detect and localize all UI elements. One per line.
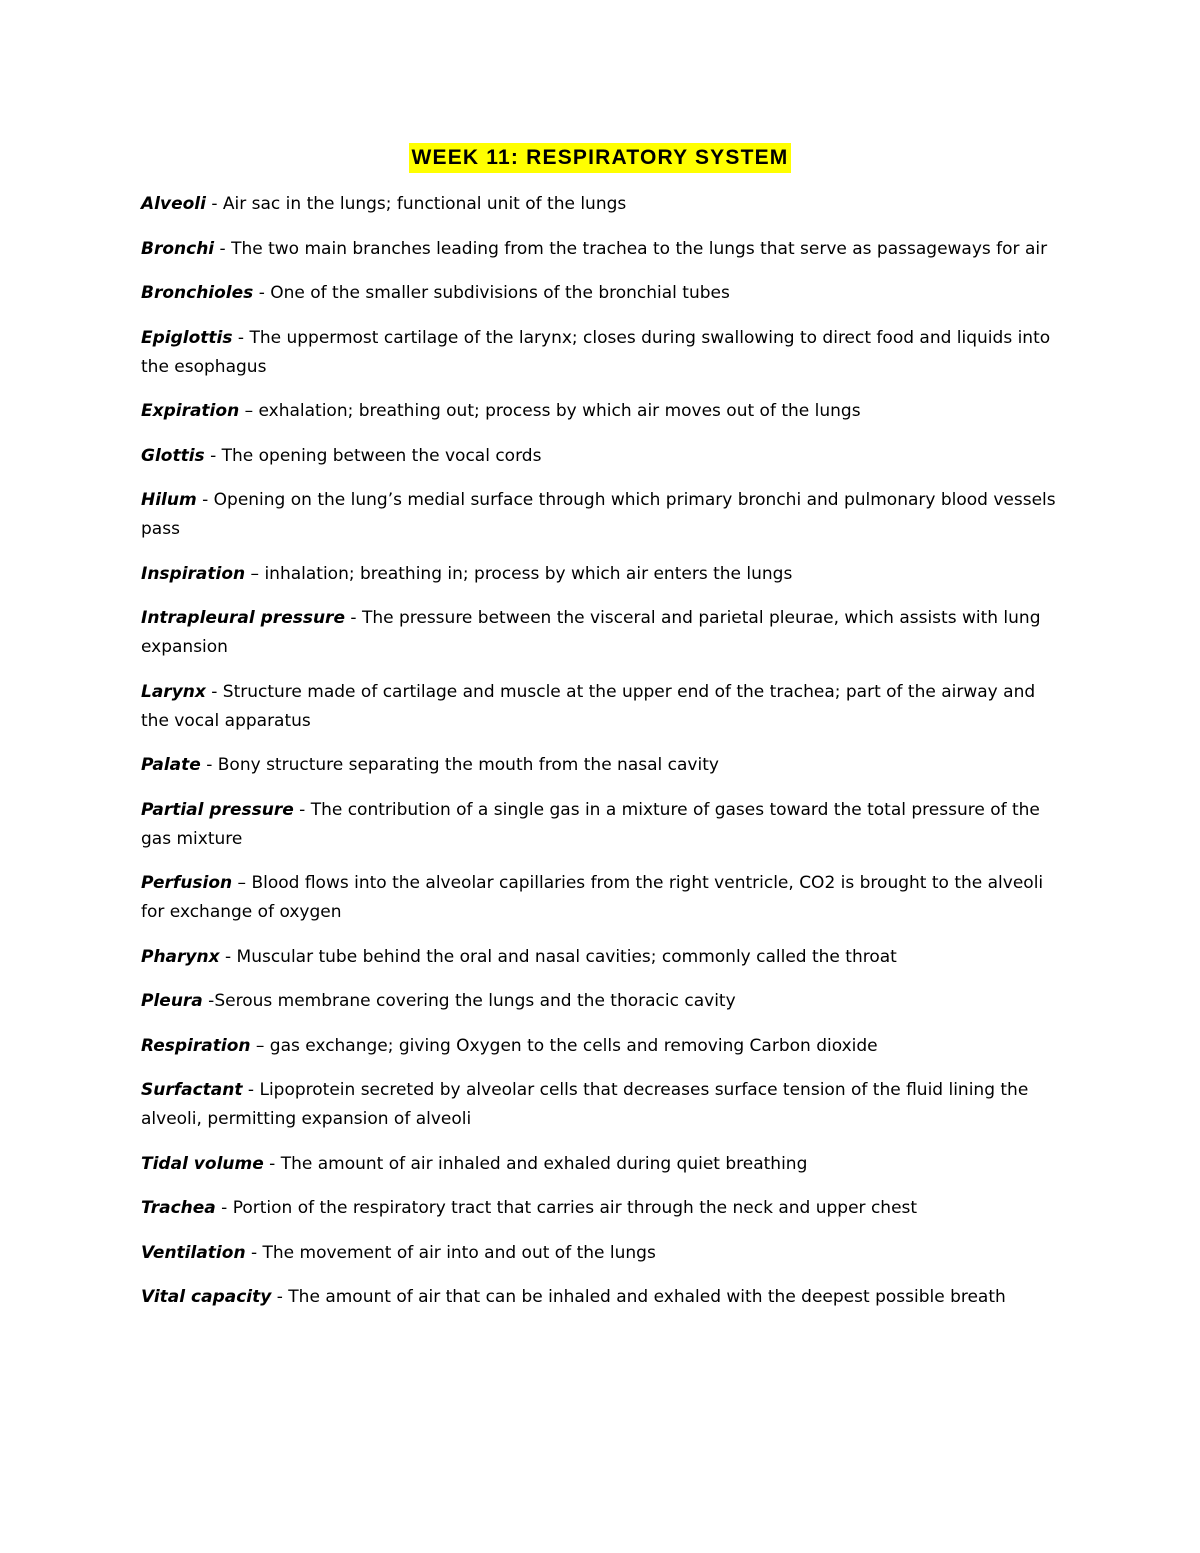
- definition-term: Hilum: [141, 490, 197, 510]
- definition-text: Opening on the lung’s medial surface through which primary bronchi and pulmonary blood vessels pass: [141, 490, 1056, 539]
- definition-text: The contribution of a single gas in a mixture of gases toward the total pressure of the gas mixture: [141, 799, 1040, 849]
- definition-term: Partial pressure: [141, 799, 294, 820]
- definition-separator: -: [245, 1242, 263, 1263]
- definition-item: [141, 796, 1066, 854]
- definition-term: Vital capacity: [141, 1287, 272, 1307]
- definition-separator: -: [196, 490, 214, 510]
- definition-item: [141, 1076, 1066, 1134]
- definition-text: The two main branches leading from the trachea to the lungs that serve as passageways for air: [231, 238, 1048, 259]
- definition-text: gas exchange; giving Oxygen to the cells and removing Carbon dioxide: [269, 1035, 878, 1056]
- definition-text: Blood flows into the alveolar capillaries from the right ventricle, CO2 is brought to the alveoli for exchange of oxygen: [141, 873, 1044, 922]
- definition-term: Palate: [141, 755, 201, 775]
- definition-term: Glottis: [141, 445, 205, 466]
- definition-text: Lipoprotein secreted by alveolar cells that decreases surface tension of the fluid lining the alveoli, permitting expansion of alveoli: [141, 1080, 1029, 1129]
- title-container: [0, 143, 1200, 173]
- definition-separator: -: [271, 1287, 289, 1307]
- definition-term: Ventilation: [141, 1242, 246, 1263]
- definition-separator: -: [293, 799, 311, 820]
- definition-item: [141, 397, 1066, 426]
- definition-separator: -: [242, 1080, 260, 1100]
- definition-term: Bronchi: [141, 238, 215, 259]
- definition-term: Expiration: [141, 401, 240, 421]
- definition-term: Pleura: [141, 991, 203, 1011]
- definition-separator: -: [202, 991, 215, 1011]
- definition-term: Respiration: [141, 1035, 251, 1056]
- definition-term: Trachea: [141, 1198, 216, 1218]
- definition-separator: -: [253, 283, 271, 303]
- definition-separator: -: [200, 755, 218, 775]
- definition-term: Epiglottis: [141, 327, 233, 348]
- definition-text: Bony structure separating the mouth from the nasal cavity: [217, 755, 719, 775]
- definition-item: [141, 987, 1066, 1016]
- definition-separator: –: [250, 1035, 270, 1056]
- definition-item: [141, 678, 1066, 736]
- definition-text: Serous membrane covering the lungs and the thoracic cavity: [214, 991, 736, 1011]
- definition-item: [141, 1283, 1066, 1312]
- definition-item: [141, 1194, 1066, 1223]
- definition-item: [141, 279, 1066, 308]
- definition-text: The pressure between the visceral and parietal pleurae, which assists with lung expansion: [141, 608, 1041, 657]
- definition-separator: -: [232, 327, 250, 348]
- definition-item: [141, 1032, 1066, 1061]
- definition-item: [141, 486, 1066, 544]
- definition-text: Structure made of cartilage and muscle at the upper end of the trachea; part of the airway and the vocal apparatus: [141, 681, 1036, 731]
- definition-text: exhalation; breathing out; process by which air moves out of the lungs: [258, 401, 861, 421]
- definition-text: Muscular tube behind the oral and nasal cavities; commonly called the throat: [236, 946, 897, 967]
- definition-text: inhalation; breathing in; process by which air enters the lungs: [264, 563, 793, 584]
- definition-item: [141, 442, 1066, 471]
- definition-separator: –: [232, 873, 252, 893]
- definition-term: Intrapleural pressure: [141, 608, 345, 628]
- definition-item: [141, 604, 1066, 662]
- definition-term: Alveoli: [141, 194, 206, 214]
- definition-item: [141, 235, 1066, 264]
- definition-text: One of the smaller subdivisions of the bronchial tubes: [270, 283, 730, 303]
- page-title: WEEK 11: RESPIRATORY SYSTEM: [409, 143, 790, 173]
- definition-text: The movement of air into and out of the lungs: [262, 1242, 656, 1263]
- definition-item: [141, 869, 1066, 927]
- definition-term: Perfusion: [141, 873, 233, 893]
- definition-text: Air sac in the lungs; functional unit of the lungs: [222, 194, 627, 214]
- definition-separator: -: [215, 1198, 233, 1218]
- definition-term: Pharynx: [141, 946, 220, 967]
- definition-text: The amount of air that can be inhaled and exhaled with the deepest possible breath: [288, 1287, 1006, 1307]
- definition-separator: -: [205, 681, 223, 702]
- definition-term: Surfactant: [141, 1080, 243, 1100]
- definition-text: Portion of the respiratory tract that carries air through the neck and upper chest: [232, 1198, 918, 1218]
- definition-text: The uppermost cartilage of the larynx; closes during swallowing to direct food and liquids into the esophagus: [141, 327, 1051, 377]
- definition-separator: –: [239, 401, 259, 421]
- definition-term: Tidal volume: [141, 1153, 264, 1174]
- definition-list: [141, 190, 1066, 1328]
- definition-item: [141, 560, 1066, 589]
- definition-item: [141, 943, 1066, 972]
- definition-item: [141, 190, 1066, 219]
- definition-separator: -: [263, 1153, 281, 1174]
- definition-text: The opening between the vocal cords: [221, 445, 542, 466]
- definition-term: Larynx: [141, 681, 206, 702]
- definition-term: Bronchioles: [141, 283, 254, 303]
- definition-text: The amount of air inhaled and exhaled during quiet breathing: [280, 1153, 808, 1174]
- definition-separator: -: [204, 445, 222, 466]
- definition-separator: -: [219, 946, 237, 967]
- definition-item: [141, 1150, 1066, 1179]
- definition-item: [141, 1239, 1066, 1268]
- definition-separator: -: [205, 194, 223, 214]
- definition-separator: -: [214, 238, 232, 259]
- definition-item: [141, 324, 1066, 382]
- definition-item: [141, 751, 1066, 780]
- definition-separator: -: [344, 608, 362, 628]
- definition-term: Inspiration: [141, 563, 246, 584]
- definition-separator: –: [245, 563, 265, 584]
